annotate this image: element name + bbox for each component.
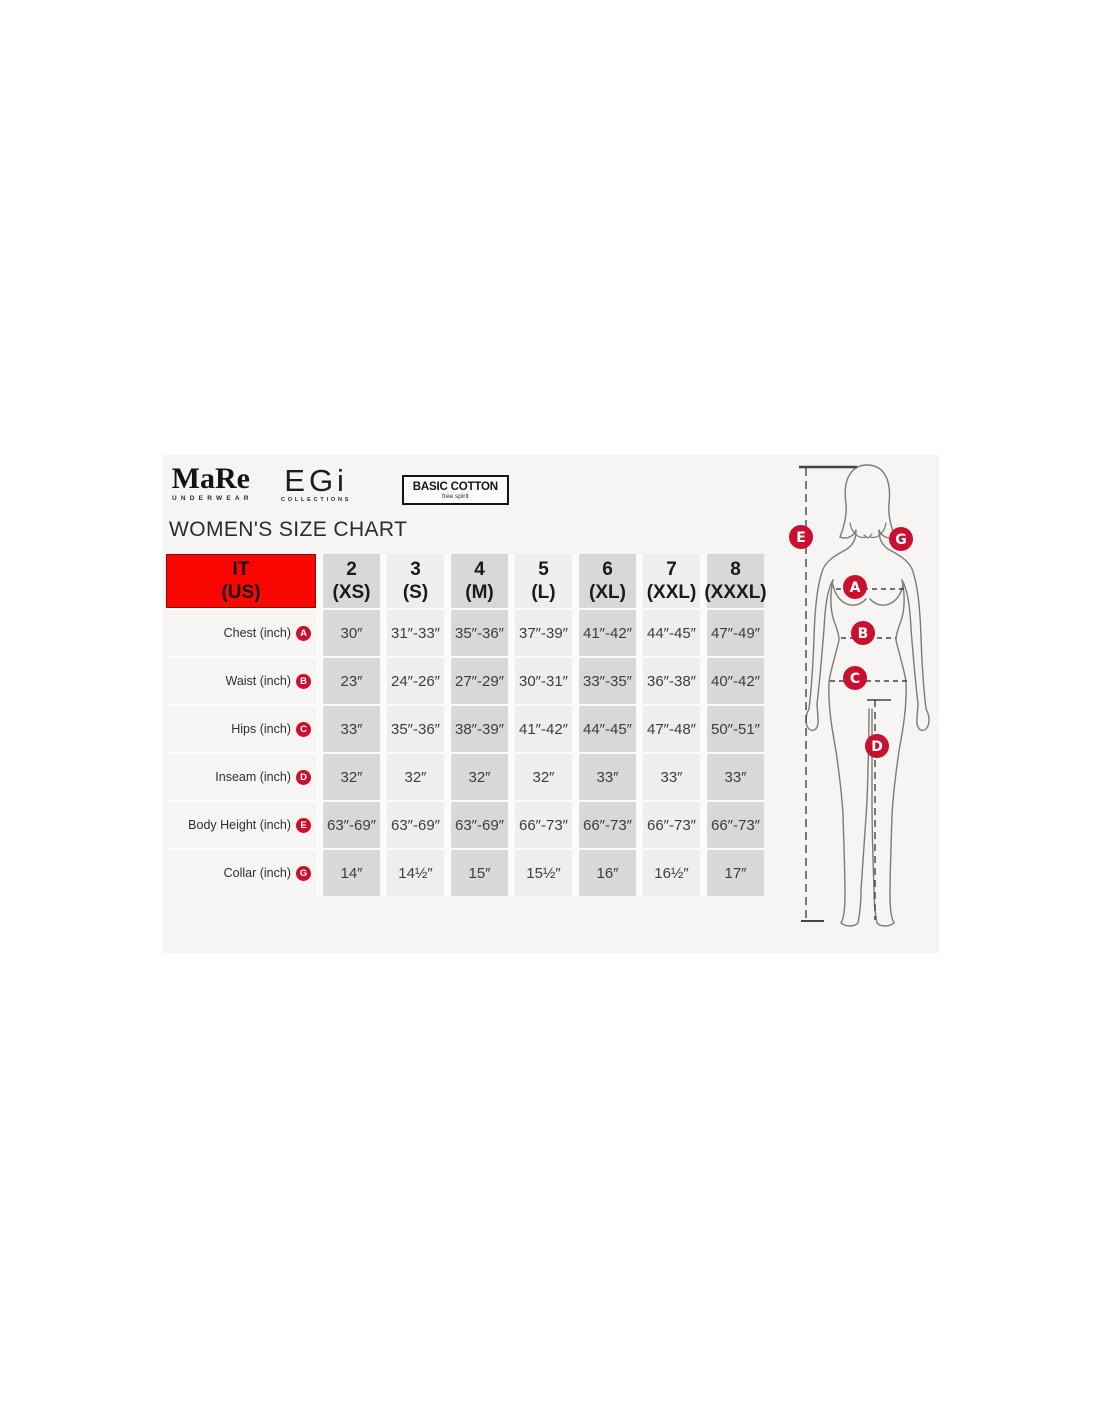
measurement-row-label [166, 802, 316, 848]
figure-badge-A [843, 575, 867, 599]
size-value-cell: 16½″ [643, 850, 700, 896]
size-value-cell: 66″-73″ [707, 802, 764, 848]
size-value-cell: 32″ [515, 754, 572, 800]
size-value-cell: 33″ [643, 754, 700, 800]
size-value-cell: 38″-39″ [451, 706, 508, 752]
size-chart-panel [163, 455, 939, 953]
egi-logo [281, 463, 352, 503]
size-value-cell: 35″-36″ [387, 706, 444, 752]
size-value-cell: 66″-73″ [515, 802, 572, 848]
figure-badge-C [843, 666, 867, 690]
figure-badge-letter: C [849, 671, 861, 687]
figure-badges [789, 525, 913, 758]
corner-line1: IT [232, 559, 250, 580]
body-figure-svg [784, 457, 939, 950]
figure-badge-E [789, 525, 813, 549]
figure-badge-D [865, 734, 889, 758]
measurement-row-label [166, 754, 316, 800]
corner-line2: (US) [221, 582, 261, 603]
measurement-badge: B [296, 674, 311, 689]
size-value-cell: 47″-48″ [643, 706, 700, 752]
measurement-badge: C [296, 722, 311, 737]
size-value-cell: 24″-26″ [387, 658, 444, 704]
size-value-cell: 32″ [451, 754, 508, 800]
figure-badge-letter: A [849, 580, 861, 596]
size-number: 4 [474, 559, 485, 580]
size-value-cell: 41″-42″ [579, 610, 636, 656]
size-fit-label: (XL) [589, 582, 626, 603]
measurement-row-label [166, 706, 316, 752]
size-value-cell: 30″ [323, 610, 380, 656]
egi-logo-name: EGi [284, 463, 348, 498]
measurement-badge: D [296, 770, 311, 785]
measurement-label-text: Inseam (inch) [215, 770, 291, 784]
size-table [166, 554, 767, 896]
measurement-label-text: Collar (inch) [223, 866, 291, 880]
size-number: 6 [602, 559, 613, 580]
size-fit-label: (XXL) [646, 582, 697, 603]
size-value-cell: 31″-33″ [387, 610, 444, 656]
size-value-cell: 32″ [323, 754, 380, 800]
basic-cotton-logo [402, 475, 509, 505]
size-fit-label: (XS) [332, 582, 371, 603]
size-column-header [643, 554, 700, 608]
size-fit-label: (L) [531, 582, 556, 603]
measurement-row-label [166, 850, 316, 896]
figure-badge-G [889, 527, 913, 551]
size-value-cell: 33″ [323, 706, 380, 752]
figure-badge-B [851, 621, 875, 645]
figure-badge-letter: D [871, 739, 883, 755]
basic-cotton-logo-subtext: free spirit [441, 493, 469, 500]
size-value-cell: 63″-69″ [387, 802, 444, 848]
size-value-cell: 63″-69″ [323, 802, 380, 848]
measurement-label-text: Hips (inch) [231, 722, 291, 736]
table-corner-cell [166, 554, 316, 608]
size-value-cell: 36″-38″ [643, 658, 700, 704]
size-value-cell: 15½″ [515, 850, 572, 896]
size-fit-label: (M) [465, 582, 494, 603]
size-value-cell: 14″ [323, 850, 380, 896]
size-number: 7 [666, 559, 677, 580]
size-value-cell: 27″-29″ [451, 658, 508, 704]
size-number: 8 [730, 559, 741, 580]
size-column-header [579, 554, 636, 608]
basic-cotton-logo-name: BASIC COTTON [412, 479, 498, 493]
body-measurement-figure [784, 457, 939, 950]
size-value-cell: 47″-49″ [707, 610, 764, 656]
measurement-label-text: Chest (inch) [223, 626, 291, 640]
measurement-badge: E [296, 818, 311, 833]
size-value-cell: 63″-69″ [451, 802, 508, 848]
measurement-row-label [166, 658, 316, 704]
size-value-cell: 17″ [707, 850, 764, 896]
size-value-cell: 40″-42″ [707, 658, 764, 704]
measurement-badge: A [296, 626, 311, 641]
size-number: 3 [410, 559, 421, 580]
size-column-header [323, 554, 380, 608]
mare-logo-name: MaRe [171, 462, 250, 495]
mare-logo-subtext: UNDERWEAR [172, 495, 253, 502]
size-column-header [451, 554, 508, 608]
size-value-cell: 32″ [387, 754, 444, 800]
size-value-cell: 44″-45″ [643, 610, 700, 656]
egi-logo-subtext: COLLECTIONS [281, 497, 352, 503]
figure-badge-letter: E [796, 530, 806, 546]
size-value-cell: 33″ [579, 754, 636, 800]
size-value-cell: 33″-35″ [579, 658, 636, 704]
size-fit-label: (S) [402, 582, 429, 603]
size-value-cell: 30″-31″ [515, 658, 572, 704]
size-value-cell: 37″-39″ [515, 610, 572, 656]
size-value-cell: 14½″ [387, 850, 444, 896]
mare-logo [169, 464, 253, 502]
measurement-row-label [166, 610, 316, 656]
size-fit-label: (XXXL) [704, 582, 767, 603]
size-column-header [387, 554, 444, 608]
size-value-cell: 35″-36″ [451, 610, 508, 656]
size-value-cell: 15″ [451, 850, 508, 896]
size-value-cell: 66″-73″ [643, 802, 700, 848]
size-value-cell: 66″-73″ [579, 802, 636, 848]
size-column-header [515, 554, 572, 608]
size-value-cell: 16″ [579, 850, 636, 896]
size-value-cell: 41″-42″ [515, 706, 572, 752]
measurement-label-text: Body Height (inch) [188, 818, 291, 832]
size-number: 2 [346, 559, 357, 580]
measurement-label-text: Waist (inch) [225, 674, 291, 688]
page-title: WOMEN'S SIZE CHART [169, 518, 408, 541]
measurement-badge: G [296, 866, 311, 881]
size-value-cell: 44″-45″ [579, 706, 636, 752]
size-number: 5 [538, 559, 549, 580]
size-value-cell: 50″-51″ [707, 706, 764, 752]
figure-badge-letter: G [895, 532, 907, 548]
figure-badge-letter: B [857, 626, 869, 642]
size-column-header [704, 554, 767, 608]
size-value-cell: 23″ [323, 658, 380, 704]
size-value-cell: 33″ [707, 754, 764, 800]
